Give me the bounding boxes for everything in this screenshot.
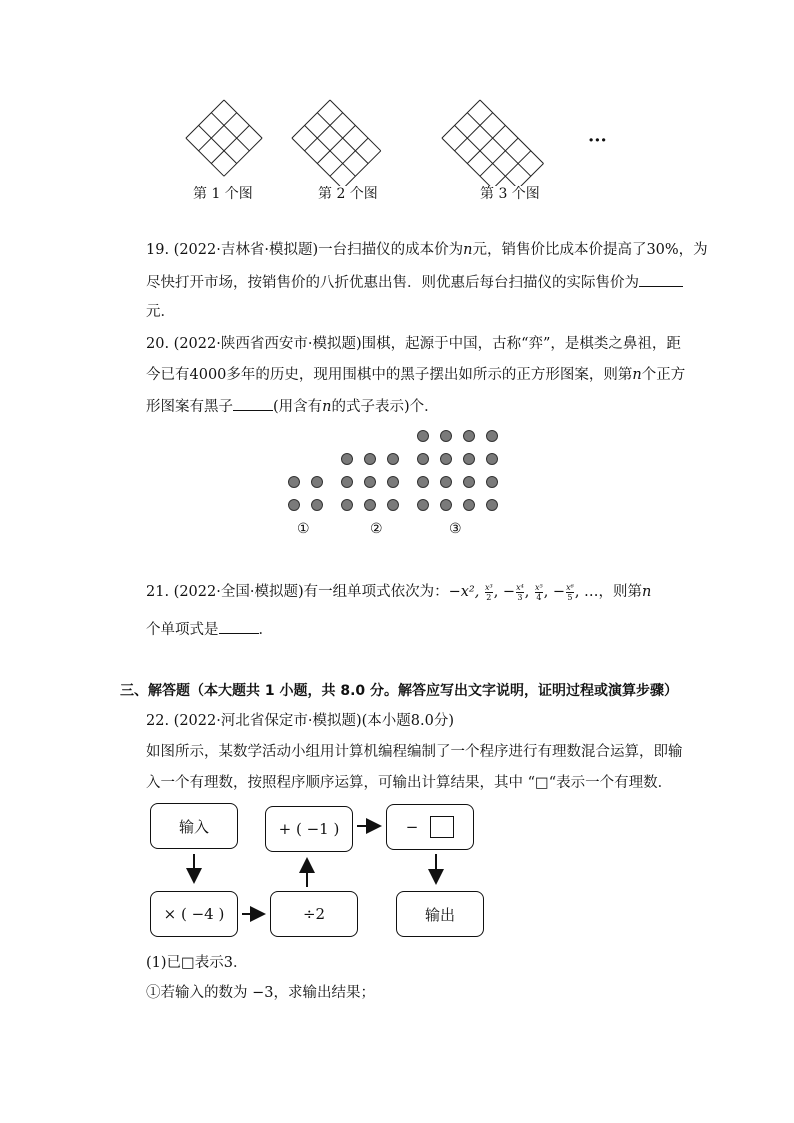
question-22-line-1: 如图所示，某数学活动小组用计算机编程编制了一个程序进行有理数混合运算，即输 [146, 744, 683, 760]
term-3: $\frac{\text{x⁴}}{3}$ [516, 582, 524, 602]
question-19-line-1: 19. (2022·吉林省·模拟题)一台扫描仪的成本价为n元，销售价比成本价提高了30%，为 [146, 242, 708, 258]
q20-source: 20. (2022·陕西省西安市·模拟题) [146, 336, 362, 352]
question-22-line-2: 入一个有理数，按照程序顺序运算，可输出计算结果，其中 “□“表示一个有理数． [146, 775, 673, 791]
question-19-line-2: 尽快打开市场，按销售价的八折优惠出售．则优惠后每台扫描仪的实际售价为 [146, 272, 683, 293]
flow-multiply-box: × ( −4 ) [150, 891, 238, 937]
figure-caption-1: 第 1 个图 [193, 186, 253, 202]
term-4: $\frac{\text{x⁵}}{4}$ [535, 582, 543, 602]
flow-plus-box: + ( −1 ) [265, 806, 353, 852]
flow-divide-box: ÷2 [270, 891, 358, 937]
term-5: $\frac{\text{x⁶}}{5}$ [566, 582, 574, 602]
question-21-line-2: 个单项式是 ． [146, 619, 273, 640]
question-20-line-2: 今已有4000多年的历史，现用围棋中的黑子摆出如所示的正方形图案，则第n个正方 [146, 367, 686, 383]
pattern-label-3: ③ [449, 521, 462, 537]
q19-source: 19. (2022·吉林省·模拟题) [146, 242, 319, 258]
figure-caption-2: 第 2 个图 [318, 186, 378, 202]
pattern-label-1: ① [297, 521, 310, 537]
ellipsis: ··· [588, 130, 607, 151]
question-20-line-1: 20. (2022·陕西省西安市·模拟题)围棋，起源于中国，古称“弈”，是棋类之鼻祖，距 [146, 336, 681, 352]
term-2: $\frac{\text{x³}}{2}$ [484, 582, 493, 602]
flow-minus-box: − [386, 804, 474, 850]
question-20-line-3: 形图案有黑子 (用含有n的式子表示)个． [146, 396, 439, 417]
q21-source: 21. (2022·全国·模拟题) [146, 584, 304, 600]
pattern-label-2: ② [370, 521, 383, 537]
question-22-part-1: (1)已□表示3． [146, 955, 248, 971]
question-19-line-3: 元． [146, 304, 175, 320]
figure-caption-3: 第 3 个图 [480, 186, 540, 202]
flow-input-box: 输入 [150, 803, 238, 849]
section-3-title: 三、解答题（本大题共 1 小题，共 8.0 分。解答应写出文字说明，证明过程或演算步骤） [120, 683, 679, 699]
question-22-source: 22. (2022·河北省保定市·模拟题)(本小题8.0分) [146, 713, 454, 729]
question-22-part-1-sub: ①若输入的数为 −3，求输出结果； [146, 985, 375, 1001]
question-21-line-1: 21. (2022·全国·模拟题)有一组单项式依次为：−x², $\frac{\text{x³}}{2}$ , − $\frac{\text{x⁴}}{3}$ , $\frac{\text{x⁵}}{4}$ , − $\frac{\text{x⁶}}{5}$ , …，则第n [146, 582, 652, 602]
flow-output-box: 输出 [396, 891, 484, 937]
